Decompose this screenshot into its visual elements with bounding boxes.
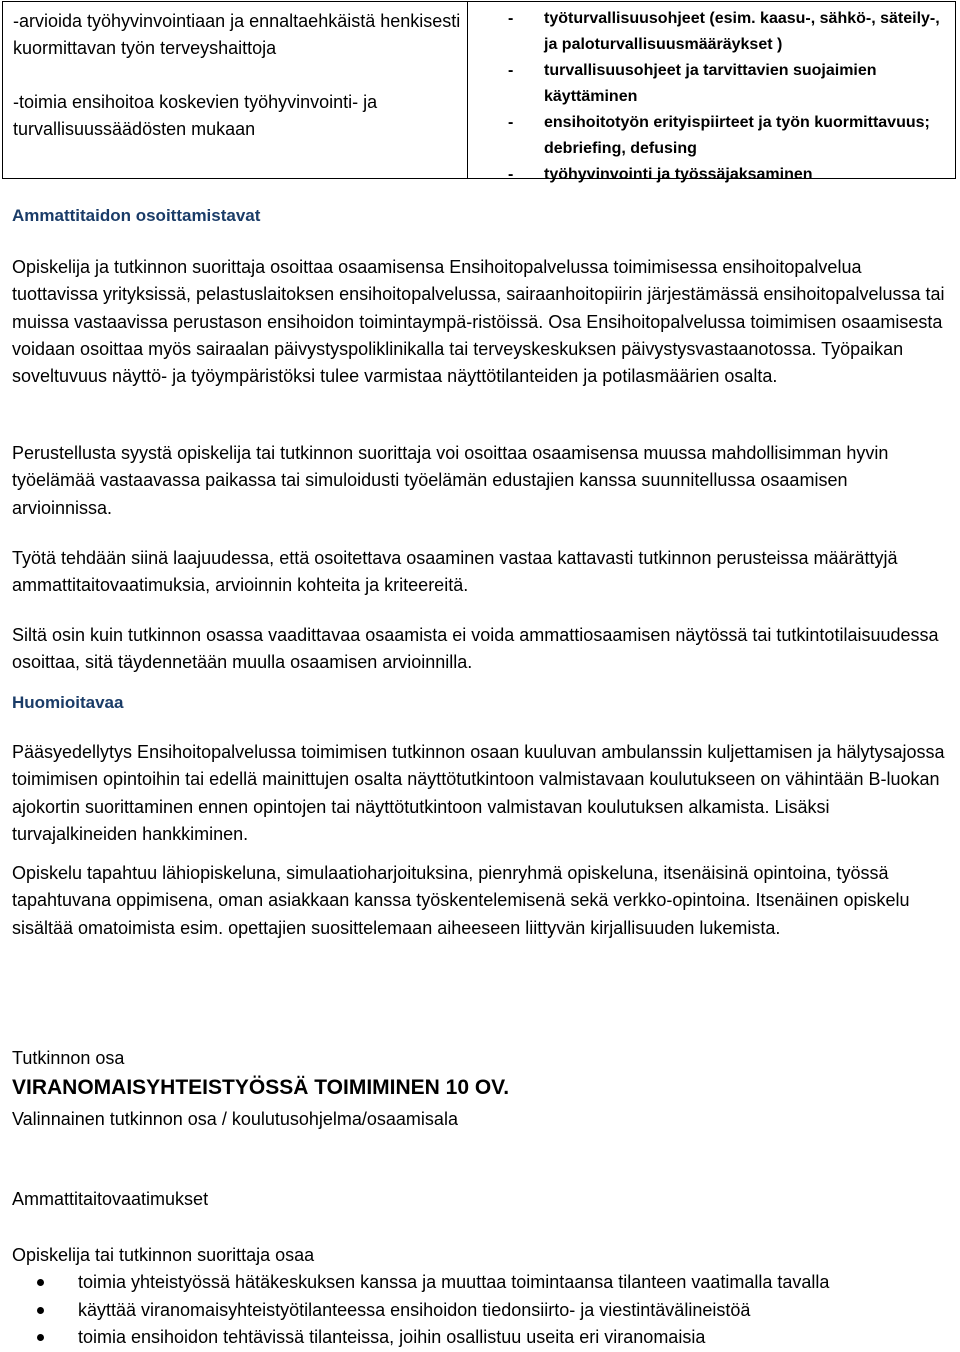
table-right-cell (508, 6, 953, 188)
paragraph: Työtä tehdään siinä laajuudessa, että osoitettava osaaminen vastaa kattavasti tutkinnon perusteissa määrättyjä ammattitaitovaatimuksia, arvioinnin kohteita ja kriteereitä. (12, 548, 898, 596)
table-right-item (508, 162, 953, 188)
list-dash: - (508, 166, 514, 183)
list-item-text: käyttää viranomaisyhteistyötilanteessa ensihoidon tiedonsiirto- ja viestintävälineistöä (78, 1299, 751, 1320)
table-column-divider (467, 2, 468, 178)
unit-label: Tutkinnon osa (12, 1048, 125, 1068)
table-right-item-text: työturvallisuusohjeet (esim. kaasu-, sähkö-, säteily-, ja paloturvallisuusmääräykset ) (544, 10, 940, 53)
requirements-intro: Opiskelija tai tutkinnon suorittaja osaa (12, 1245, 315, 1265)
list-dash: - (508, 114, 514, 131)
table-right-item (508, 58, 953, 110)
table-left-item: -toimia ensihoitoa koskevien työhyvinvointi- ja turvallisuussäädösten mukaan (13, 92, 378, 139)
list-item (12, 1324, 952, 1352)
list-dash: - (508, 10, 514, 27)
unit-title: VIRANOMAISYHTEISTYÖSSÄ TOIMIMINEN 10 OV. (12, 1076, 510, 1099)
paragraph: Opiskelija ja tutkinnon suorittaja osoittaa osaamisensa Ensihoitopalvelussa toimimisessa ensihoitopalvelua tuottavissa yrityksissä, pelastuslaitoksen ensihoitopalvelussa, sairaanhoitopiirin järjestämässä ensihoitopalvelussa tai muissa vastaavissa perustason ensihoidon toimintaympä-ristöissä. Osa Ensihoitopalvelussa toimimisen osaamisesta voidaan osoittaa myös sairaalan päivystyspoliklinikalla tai terveyskeskuksen päivystysvastaanotossa. Työpaikan soveltuvuus näyttö- ja työympäristöksi tulee varmistaa näyttötilanteiden ja potilasmäärien osalta. (12, 257, 945, 387)
paragraph: Pääsyedellytys Ensihoitopalvelussa toimimisen tutkinnon osaan kuuluvan ambulanssin kuljettamisen ja hälytysajossa toimimisen opintoihin tai edellä mainittujen osalta näyttötutkintoon valmistavaan koulutukseen on vähintään B-luokan ajokortin suorittaminen ennen opintojen tai näyttötutkintoon valmistavan koulutuksen alkamista. Lisäksi turvajalkineiden hankkiminen. (12, 742, 945, 844)
list-item-text: toimia yhteistyössä hätäkeskuksen kanssa ja muuttaa toimintaansa tilanteen vaatimalla tavalla (78, 1272, 830, 1292)
requirements-list (12, 1269, 952, 1352)
bullet-icon (37, 1307, 44, 1314)
table-right-item-text: työhyvinvointi ja työssäjaksaminen (544, 166, 813, 183)
table-right-item (508, 110, 953, 162)
section-heading-demonstration: Ammattitaidon osoittamistavat (12, 206, 261, 225)
unit-subtitle: Valinnainen tutkinnon osa / koulutusohjelma/osaamisala (12, 1109, 458, 1129)
list-dash: - (508, 62, 514, 79)
table-left-cell (13, 8, 461, 143)
paragraph: Opiskelu tapahtuu lähiopiskeluna, simulaatioharjoituksina, pienryhmä opiskeluna, itsenäisinä opintoina, työssä tapahtuvana oppimisena, oman asiakkaan kanssa työskentelemisenä sekä verkko-opintoina. Itsenäinen opiskelu sisältää omatoimista esim. opettajien suosittelemaan aiheeseen liittyvän kirjallisuuden lukemista. (12, 863, 910, 938)
table-left-item: -arvioida työhyvinvointiaan ja ennaltaehkäistä henkisesti kuormittavan työn terveyshaittoja (13, 11, 461, 58)
paragraph: Perustellusta syystä opiskelija tai tutkinnon suorittaja voi osoittaa osaamisensa muussa mahdollisimman hyvin työelämää vastaavassa paikassa tai simuloidusti työelämän edustajien kanssa suunnitellussa osaamisen arvioinnissa. (12, 443, 889, 518)
bullet-icon (37, 1279, 44, 1286)
table-right-item-text: ensihoitotyön erityispiirteet ja työn kuormittavuus; debriefing, defusing (544, 114, 930, 157)
list-item-text: toimia ensihoidon tehtävissä tilanteissa, joihin osallistuu useita eri viranomaisia (78, 1327, 706, 1347)
table-right-item (508, 6, 953, 58)
paragraph: Siltä osin kuin tutkinnon osassa vaadittavaa osaamista ei voida ammattiosaamisen näytössä tai tutkintotilaisuudessa osoittaa, sitä täydennetään muulla osaamisen arvioinnilla. (12, 625, 939, 673)
requirements-heading: Ammattitaitovaatimukset (12, 1189, 209, 1209)
competence-table (2, 1, 956, 183)
list-item (12, 1269, 952, 1297)
list-item (12, 1297, 952, 1325)
table-right-item-text: turvallisuusohjeet ja tarvittavien suojaimien käyttäminen (544, 62, 877, 105)
bullet-icon (37, 1334, 44, 1341)
section-heading-notes: Huomioitavaa (12, 693, 124, 712)
